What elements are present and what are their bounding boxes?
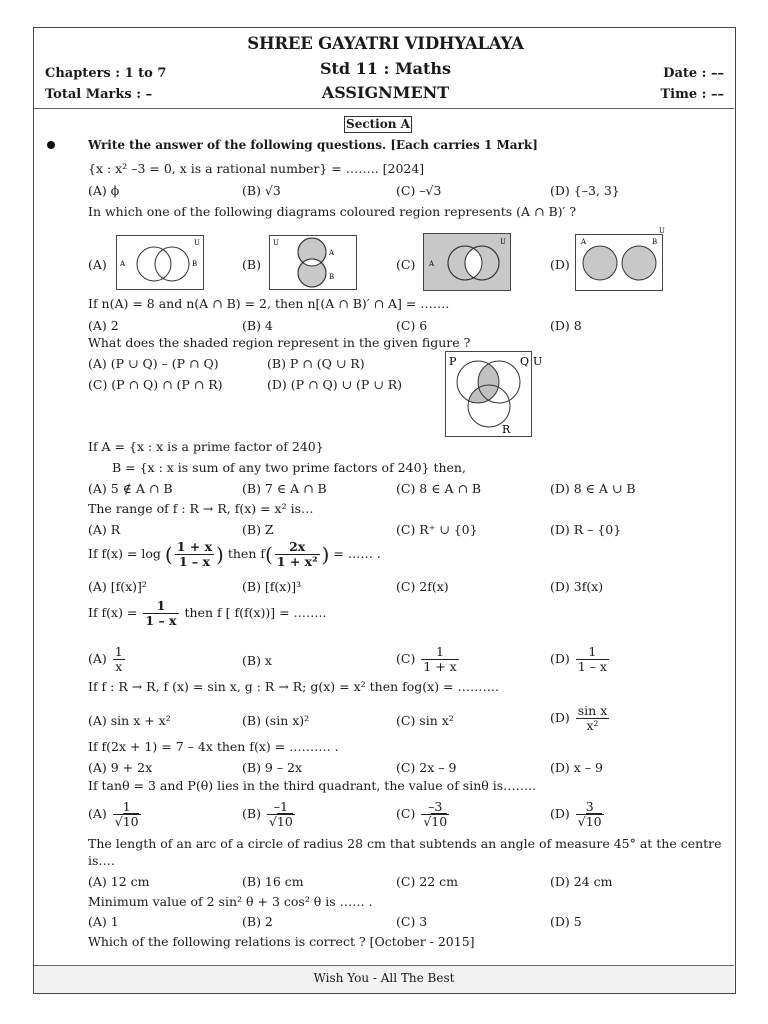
- q9-option-d: [550, 704, 611, 733]
- q7-suffix: = …… .: [333, 546, 381, 561]
- q11d-den: 10: [585, 814, 602, 829]
- q10-option-c: (C) 2x – 9: [396, 760, 457, 775]
- q7-option-b: (B) [f(x)]³: [242, 579, 302, 594]
- venn-diagram-d: [575, 226, 667, 292]
- q3-option-b: (B) 4: [242, 318, 273, 333]
- q9d-den: x²: [586, 718, 599, 733]
- q8d-den: 1 – x: [577, 659, 607, 674]
- question-12-line-2: is….: [88, 853, 115, 868]
- venn-a-label-u: U: [194, 239, 200, 247]
- q8-prefix: If f(x) =: [88, 605, 138, 620]
- question-2: In which one of the following diagrams coloured region represents (A ∩ B)′ ?: [88, 204, 577, 219]
- q3-option-a: (A) 2: [88, 318, 119, 333]
- q8-numerator: 1: [143, 599, 178, 614]
- school-name: SHREE GAYATRI VIDHYALAYA: [247, 34, 524, 53]
- q11-option-a: (A) $\frac{1}{√10}$: [88, 799, 139, 829]
- q11-option-c: (C) $\frac{-3}{√10}$: [396, 799, 448, 829]
- venn-c-label-u: U: [500, 238, 506, 246]
- q10-option-b: (B) 9 – 2x: [242, 760, 303, 775]
- total-marks-label: Total Marks : –: [45, 87, 153, 102]
- question-11: If tanθ = 3 and P(θ) lies in the third quadrant, the value of sinθ is……..: [88, 778, 537, 793]
- question-1: {x : x² –3 = 0, x is a rational number} = …….. [2024]: [88, 161, 425, 176]
- question-7: If f(x) = log ( $\frac{1 + x}{1 - x}$ ) then f( $\frac{2x}{\text{1 + x²}}$ ) = …… .: [88, 539, 381, 569]
- q8-option-d-label: (D): [550, 651, 570, 666]
- q12-option-c: (C) 22 cm: [396, 874, 459, 889]
- q10-option-a: (A) 9 + 2x: [88, 760, 153, 775]
- q9d-num: sin x: [577, 703, 608, 718]
- q2-option-c: (C): [396, 257, 416, 272]
- q5-option-c: (C) 8 ∈ A ∩ B: [396, 481, 482, 496]
- q1-option-a: (A) ϕ: [88, 183, 120, 198]
- q5-option-d: (D) 8 ∈ A ∪ B: [550, 481, 636, 496]
- q11a-num: 1: [113, 800, 141, 815]
- q8a-den: x: [115, 659, 123, 674]
- q9-option-d-label: (D): [550, 710, 570, 725]
- venn-label-u: U: [533, 355, 543, 368]
- q9-option-c: (C) sin x²: [396, 713, 454, 728]
- q11c-num: –3: [421, 800, 449, 815]
- q5-option-b: (B) 7 ∈ A ∩ B: [242, 481, 327, 496]
- q8-option-b: (B) x: [242, 653, 272, 668]
- q7-f-denominator: 1 + x²: [276, 554, 318, 569]
- q11c-den: 10: [431, 814, 448, 829]
- q11b-num: –1: [267, 800, 295, 815]
- q7-option-d: (D) 3f(x): [550, 579, 604, 594]
- chapters-label: Chapters : 1 to 7: [45, 66, 167, 81]
- venn-d-label-b: B: [652, 238, 658, 246]
- q7-option-a: (A) [f(x)]²: [88, 579, 147, 594]
- q2-option-b: (B): [242, 257, 261, 272]
- q13-option-b: (B) 2: [242, 914, 273, 929]
- q7-log-numerator: 1 + x: [176, 539, 213, 554]
- header-divider: [34, 108, 734, 109]
- venn-label-q: Q: [520, 355, 530, 368]
- q4-option-b: (B) P ∩ (Q ∪ R): [267, 356, 365, 371]
- q10-option-d: (D) x – 9: [550, 760, 603, 775]
- q11-option-b-label: (B): [242, 806, 261, 821]
- q6-option-c: (C) R⁺ ∪ {0}: [396, 522, 478, 537]
- q8d-num: 1: [576, 645, 609, 660]
- q11-option-d: (D) $\frac{3}{√10}$: [550, 799, 602, 829]
- q2-option-d: (D): [550, 257, 570, 272]
- bullet-icon: [47, 141, 55, 149]
- venn-b-label-a: A: [329, 249, 335, 257]
- q8c-num: 1: [421, 645, 458, 660]
- q7-f-numerator: 2x: [275, 540, 320, 555]
- q11-option-b: (B) $\frac{-1}{√10}$: [242, 799, 293, 829]
- venn-diagram-b: [269, 235, 357, 290]
- q11a-den: 10: [122, 814, 139, 829]
- venn-diagram-c: [423, 233, 511, 291]
- q5-option-a: (A) 5 ∉ A ∩ B: [88, 481, 173, 496]
- venn-label-p: P: [449, 355, 457, 368]
- question-6: The range of f : R → R, f(x) = x² is…: [88, 501, 314, 516]
- venn-d-label-u: U: [659, 227, 665, 235]
- q4-option-a: (A) (P ∪ Q) – (P ∩ Q): [88, 356, 219, 371]
- q8-option-c: [396, 645, 461, 674]
- section-label: Section A: [344, 116, 412, 133]
- time-label: Time : ––: [660, 87, 724, 102]
- question-5-line-2: B = {x : x is sum of any two prime factors of 240} then,: [112, 460, 466, 475]
- venn-a-label-a: A: [120, 260, 126, 268]
- question-10: If f(2x + 1) = 7 – 4x then f(x) = ………. .: [88, 739, 339, 754]
- q2-option-a: (A): [88, 257, 107, 272]
- q12-option-b: (B) 16 cm: [242, 874, 304, 889]
- question-3: If n(A) = 8 and n(A ∩ B) = 2, then n[(A ∩ B)′ ∩ A] = …….: [88, 296, 450, 311]
- venn-d-label-a: A: [581, 238, 587, 246]
- subject-title: Std 11 : Maths: [319, 59, 452, 78]
- q1-option-b: (B) √3: [242, 183, 281, 198]
- q7-mid: then f: [227, 546, 265, 561]
- q4-option-c: (C) (P ∩ Q) ∩ (P ∩ R): [88, 377, 223, 392]
- venn-diagram-a: [116, 235, 204, 290]
- date-label: Date : ––: [663, 66, 724, 81]
- q8c-den: 1 + x: [423, 659, 457, 674]
- venn-b-label-b: B: [329, 273, 335, 281]
- q11-option-d-label: (D): [550, 806, 570, 821]
- q1-option-c: (C) –√3: [396, 183, 442, 198]
- question-13: Minimum value of 2 sin² θ + 3 cos² θ is …… .: [88, 894, 373, 909]
- instruction: Write the answer of the following questions. [Each carries 1 Mark]: [88, 138, 538, 152]
- q8-option-c-label: (C): [396, 651, 416, 666]
- question-5: If A = {x : x is a prime factor of 240}: [88, 439, 324, 454]
- q11b-den: 10: [276, 814, 293, 829]
- question-9: If f : R → R, f (x) = sin x, g : R → R; g(x) = x² then fog(x) = ……….: [88, 679, 499, 694]
- q7-prefix: If f(x) = log: [88, 546, 161, 561]
- page-frame: [33, 27, 736, 994]
- question-14: Which of the following relations is correct ? [October - 2015]: [88, 934, 475, 949]
- venn-b-label-u: U: [273, 239, 279, 247]
- q9-option-b: (B) (sin x)²: [242, 713, 310, 728]
- venn-c-label-a: A: [429, 260, 435, 268]
- q3-option-d: (D) 8: [550, 318, 582, 333]
- q6-option-d: (D) R – {0}: [550, 522, 622, 537]
- q12-option-a: (A) 12 cm: [88, 874, 150, 889]
- q12-option-d: (D) 24 cm: [550, 874, 613, 889]
- q3-option-c: (C) 6: [396, 318, 428, 333]
- q8-suffix: then f [ f(f(x))] = ……..: [184, 605, 327, 620]
- question-8: [88, 599, 327, 628]
- q1-option-d: (D) {–3, 3}: [550, 183, 620, 198]
- venn-diagram-pqr: [445, 351, 551, 438]
- q8-option-a-label: (A): [88, 651, 107, 666]
- assignment-title: ASSIGNMENT: [321, 83, 450, 102]
- question-4: What does the shaded region represent in the given figure ?: [88, 335, 471, 350]
- q13-option-d: (D) 5: [550, 914, 582, 929]
- q9-option-a: (A) sin x + x²: [88, 713, 171, 728]
- q6-option-b: (B) Z: [242, 522, 274, 537]
- q8-denominator: 1 – x: [145, 613, 177, 628]
- q13-option-c: (C) 3: [396, 914, 428, 929]
- q8a-num: 1: [114, 644, 123, 659]
- q11-option-c-label: (C): [396, 806, 416, 821]
- venn-label-r: R: [502, 423, 511, 436]
- venn-a-label-b: B: [192, 260, 198, 268]
- q7-option-c: (C) 2f(x): [396, 579, 449, 594]
- q13-option-a: (A) 1: [88, 914, 119, 929]
- q8-option-a: [88, 645, 127, 674]
- q11d-num: 3: [576, 800, 604, 815]
- q11-option-a-label: (A): [88, 806, 107, 821]
- footer-text: Wish You - All The Best: [313, 971, 455, 985]
- q4-option-d: (D) (P ∩ Q) ∪ (P ∪ R): [267, 377, 402, 392]
- q7-log-denominator: 1 – x: [178, 554, 210, 569]
- q6-option-a: (A) R: [88, 522, 121, 537]
- q8-option-d: [550, 645, 611, 674]
- question-12: The length of an arc of a circle of radius 28 cm that subtends an angle of measure 45° at the centre: [88, 836, 722, 851]
